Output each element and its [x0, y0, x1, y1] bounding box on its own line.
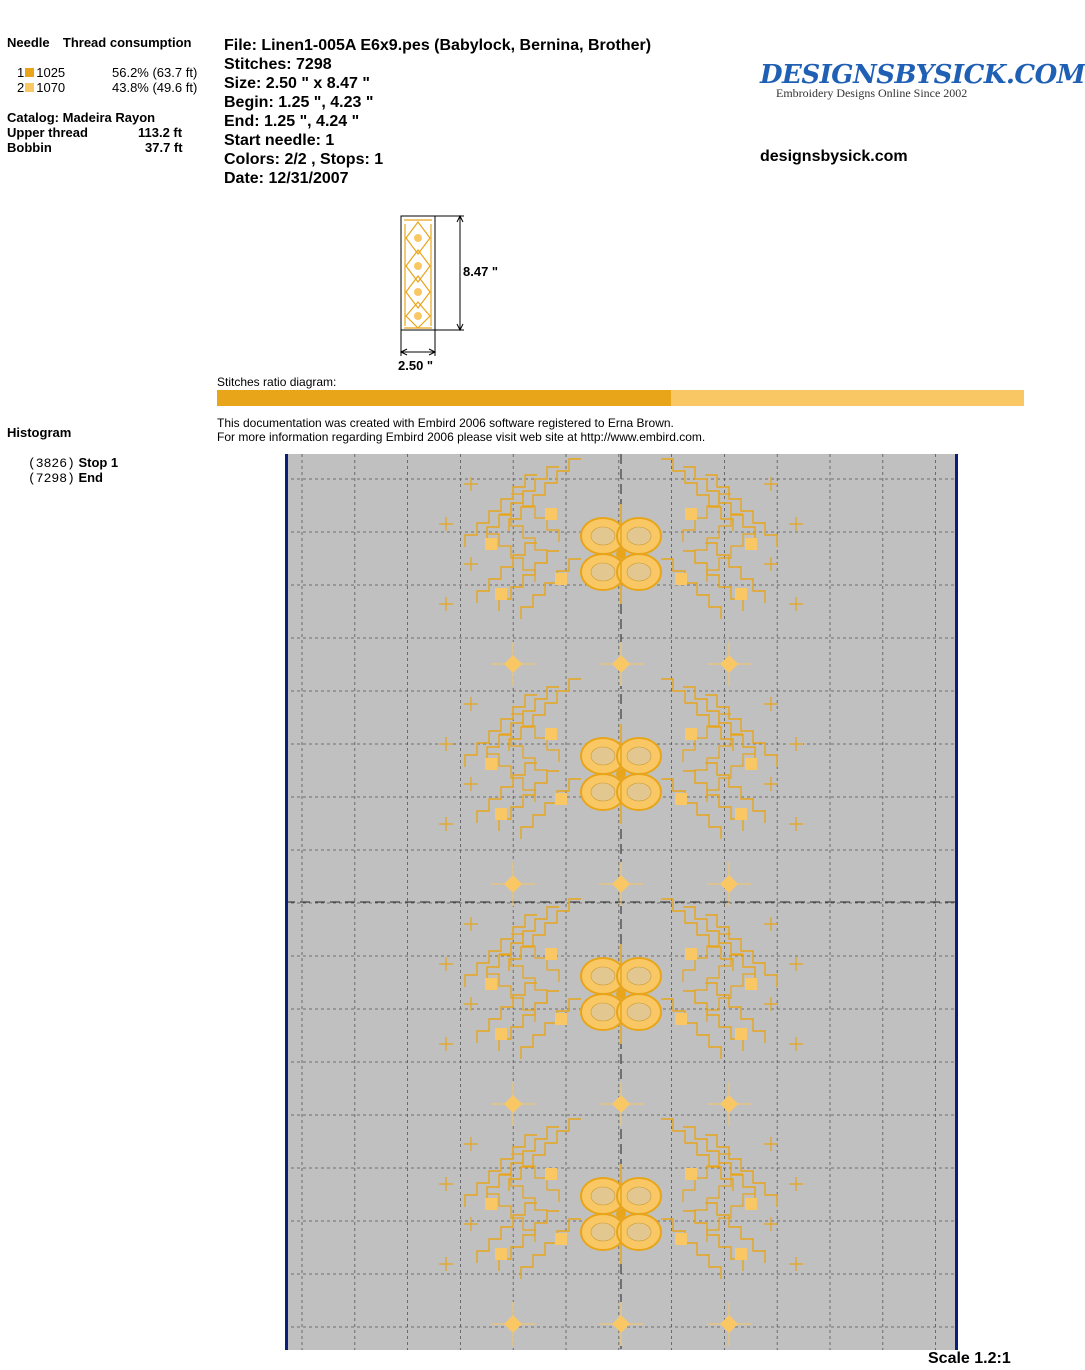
- satin-square: [685, 1168, 697, 1180]
- end-point: End: 1.25 ", 4.24 ": [224, 113, 360, 130]
- upper-thread-value: 113.2 ft: [138, 125, 183, 140]
- embroidery-canvas: [285, 454, 958, 1350]
- preview-diagram: [390, 210, 520, 380]
- thread-color-swatch: [25, 83, 34, 92]
- satin-square: [545, 728, 557, 740]
- satin-square: [745, 1198, 757, 1210]
- thread-code: 1070: [36, 80, 66, 95]
- thread-code: 1025: [36, 65, 66, 80]
- satin-square: [675, 573, 687, 585]
- colors-stops: Colors: 2/2 , Stops: 1: [224, 151, 384, 168]
- ratio-label: Stitches ratio diagram:: [217, 375, 337, 389]
- petal-fill: [591, 1223, 615, 1241]
- histogram-label: Stop 1: [78, 455, 119, 470]
- petal-fill: [591, 1187, 615, 1205]
- needle-row: [17, 80, 212, 95]
- software-note-line2: For more information regarding Embird 2006 please visit web site at http://www.embird.com.: [217, 430, 706, 444]
- satin-square: [485, 538, 497, 550]
- stitch-ratio-bar: [217, 390, 1024, 406]
- stitch-count: Stitches: 7298: [224, 56, 332, 73]
- petal-fill: [591, 527, 615, 545]
- histogram-count: (7298): [28, 471, 75, 486]
- histogram-row: [28, 455, 118, 471]
- thread-consumption: 43.8% (49.6 ft): [112, 80, 198, 95]
- satin-square: [555, 793, 567, 805]
- petal-fill: [627, 527, 651, 545]
- design-size: Size: 2.50 " x 8.47 ": [224, 75, 370, 92]
- software-note: [217, 416, 705, 444]
- petal-fill: [591, 1003, 615, 1021]
- petal-fill: [591, 563, 615, 581]
- software-note-line1: This documentation was created with Embird 2006 software registered to Erna Brown.: [217, 416, 674, 430]
- petal-fill: [627, 967, 651, 985]
- satin-square: [675, 1233, 687, 1245]
- hoop-frame-left: [285, 454, 288, 1350]
- satin-square: [495, 808, 507, 820]
- satin-square: [675, 793, 687, 805]
- satin-square: [685, 728, 697, 740]
- satin-square: [685, 948, 697, 960]
- satin-square: [745, 978, 757, 990]
- satin-square: [745, 538, 757, 550]
- thread-consumption: 56.2% (63.7 ft): [112, 65, 198, 80]
- histogram-label: End: [78, 470, 103, 485]
- embroidery-design: [285, 454, 958, 1350]
- ratio-segment-thread1: [217, 390, 671, 406]
- catalog-label: Catalog: Madeira Rayon: [7, 110, 156, 125]
- petal-fill: [627, 783, 651, 801]
- histogram-title: Histogram: [7, 425, 72, 440]
- satin-square: [545, 1168, 557, 1180]
- petal-fill: [591, 967, 615, 985]
- needle-column-label: Needle: [7, 35, 50, 50]
- histogram-count: (3826): [28, 456, 75, 471]
- petal-fill: [627, 1003, 651, 1021]
- satin-square: [555, 1013, 567, 1025]
- petal-fill: [627, 1187, 651, 1205]
- hoop-frame-right: [955, 454, 958, 1350]
- design-info: [224, 36, 651, 188]
- logo-title: DESIGNSBYSICK.COM: [760, 60, 1085, 90]
- satin-square: [555, 573, 567, 585]
- scale-label: Scale 1.2:1: [928, 1350, 1011, 1367]
- petal-fill: [627, 563, 651, 581]
- needle-row: [17, 65, 212, 80]
- petal-fill: [627, 1223, 651, 1241]
- design-preview: [390, 210, 520, 380]
- satin-square: [495, 1028, 507, 1040]
- bobbin-value: 37.7 ft: [145, 140, 183, 155]
- width-dimension-label: 2.50 ": [398, 358, 434, 373]
- petal-fill: [591, 747, 615, 765]
- satin-square: [545, 948, 557, 960]
- consumption-column-label: Thread consumption: [62, 35, 192, 50]
- satin-square: [485, 978, 497, 990]
- satin-square: [745, 758, 757, 770]
- logo-tagline: Embroidery Designs Online Since 2002: [776, 86, 968, 100]
- satin-square: [485, 1198, 497, 1210]
- satin-square: [555, 1233, 567, 1245]
- satin-square: [545, 508, 557, 520]
- petal-fill: [627, 747, 651, 765]
- histogram-row: [28, 470, 103, 486]
- petal-fill: [591, 783, 615, 801]
- height-dimension-label: 8.47 ": [463, 264, 499, 279]
- needle-index: 1: [17, 65, 25, 80]
- upper-thread-label: Upper thread: [7, 125, 88, 140]
- satin-square: [735, 808, 747, 820]
- needle-table-header: [7, 35, 191, 50]
- satin-square: [735, 1248, 747, 1260]
- satin-square: [485, 758, 497, 770]
- site-url: designsbysick.com: [760, 148, 908, 165]
- file-name: File: Linen1-005A E6x9.pes (Babylock, Bernina, Brother): [224, 37, 652, 54]
- design-date: Date: 12/31/2007: [224, 170, 349, 187]
- satin-square: [495, 588, 507, 600]
- bobbin-label: Bobbin: [7, 140, 52, 155]
- needle-index: 2: [17, 80, 25, 95]
- satin-square: [675, 1013, 687, 1025]
- satin-square: [685, 508, 697, 520]
- satin-square: [735, 1028, 747, 1040]
- ratio-segment-thread2: [671, 390, 1024, 406]
- start-needle: Start needle: 1: [224, 132, 335, 149]
- begin-point: Begin: 1.25 ", 4.23 ": [224, 94, 374, 111]
- satin-square: [495, 1248, 507, 1260]
- satin-square: [735, 588, 747, 600]
- thread-color-swatch: [25, 68, 34, 77]
- brand-logo: [760, 60, 1085, 101]
